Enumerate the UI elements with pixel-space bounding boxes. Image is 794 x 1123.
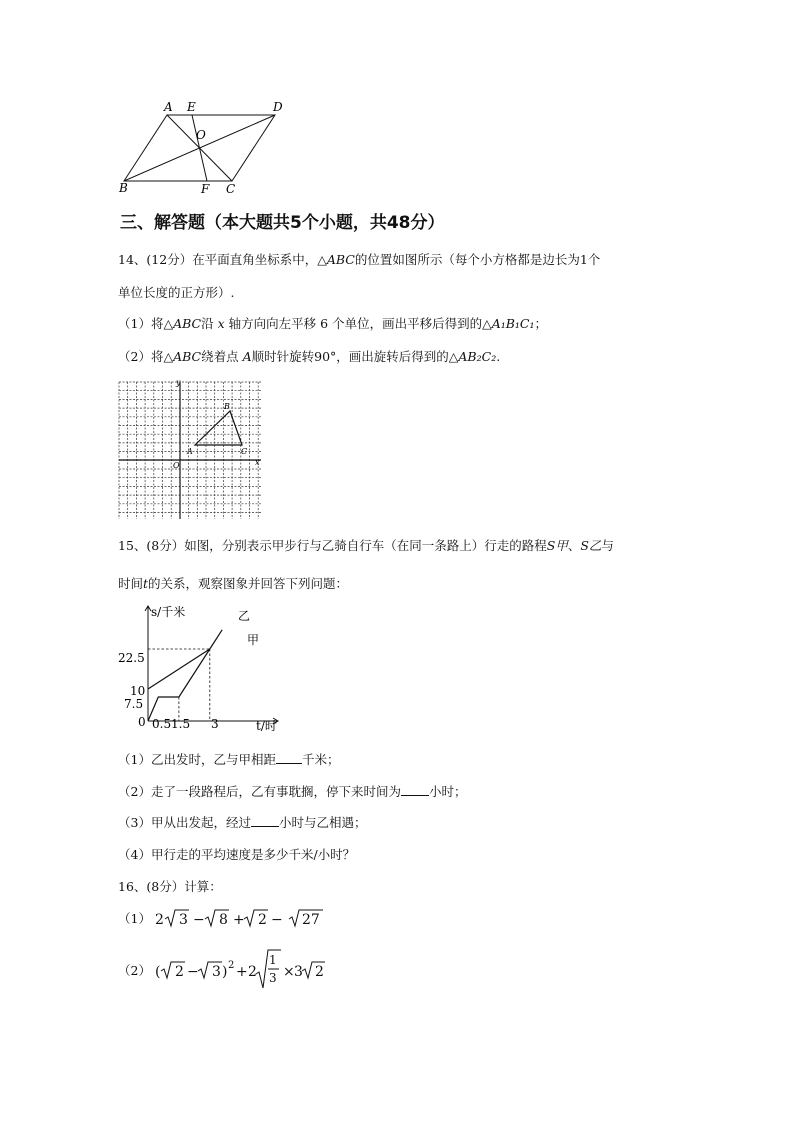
q15-sub2-b: 小时； bbox=[428, 784, 467, 799]
q14-p2-res: △AB₂C₂ bbox=[448, 349, 497, 364]
grid-y-label: y bbox=[176, 378, 181, 387]
svg-text:2: 2 bbox=[257, 912, 267, 928]
q14-stem-line1 bbox=[118, 250, 600, 268]
svg-text:3: 3 bbox=[211, 964, 221, 980]
svg-text:+: + bbox=[232, 912, 245, 928]
q14-p1-tri: △ABC bbox=[163, 316, 202, 331]
q14-p2-b: 绕着点 bbox=[201, 349, 239, 364]
q14-p2-tri: △ABC bbox=[163, 349, 202, 364]
q15-stem2-b: 的关系，观察图象并回答下列问题： bbox=[148, 576, 349, 591]
grid-C-label: C bbox=[241, 447, 248, 456]
chart-xtick-0.5: 0.5 bbox=[152, 717, 172, 731]
q14-p1-6: 6 bbox=[320, 316, 329, 331]
q16-part1 bbox=[118, 906, 327, 932]
svg-text:−: − bbox=[186, 964, 199, 980]
svg-text:×: × bbox=[282, 964, 295, 980]
answer-blank-3[interactable] bbox=[251, 816, 279, 827]
svg-text:3: 3 bbox=[293, 964, 303, 980]
q15-sub1-a: （1）乙出发时，乙与甲相距 bbox=[118, 752, 276, 767]
svg-text:): ) bbox=[221, 964, 228, 980]
q14-part2 bbox=[118, 347, 500, 365]
label-A: A bbox=[164, 100, 173, 114]
chart-line-label-yi: 乙 bbox=[238, 609, 251, 623]
q15-s-jia: S甲 bbox=[546, 538, 568, 553]
svg-text:2: 2 bbox=[247, 964, 257, 980]
q15-stem2-t: t bbox=[143, 576, 149, 591]
chart-xtick-1.5: 1.5 bbox=[171, 717, 191, 731]
series-line-jia bbox=[148, 649, 210, 689]
q15-sub2 bbox=[118, 782, 466, 800]
q14-p1-d: 个单位，画出平移后得到的 bbox=[332, 316, 483, 331]
svg-text:−: − bbox=[270, 912, 283, 928]
q14-stem-line2: 单位长度的正方形）. bbox=[118, 285, 235, 300]
q15-sub3-a: （3）甲从出发起，经过 bbox=[118, 815, 251, 830]
svg-text:8: 8 bbox=[218, 912, 228, 928]
q14-tri: △ABC bbox=[317, 252, 355, 267]
label-O: O bbox=[196, 128, 206, 142]
q14-part1 bbox=[118, 314, 547, 332]
grid-A-label: A bbox=[187, 447, 193, 456]
q15-sep: 、 bbox=[567, 538, 581, 553]
chart-y-label: s/千米 bbox=[151, 605, 186, 619]
expression-1-tail bbox=[287, 906, 327, 930]
q14-p2-deg: 90° bbox=[314, 349, 337, 364]
label-D: D bbox=[273, 100, 283, 114]
svg-text:2: 2 bbox=[314, 964, 324, 980]
q15-sub3-b: 小时与乙相遇； bbox=[278, 815, 367, 830]
chart-x-label: t/时 bbox=[256, 719, 277, 733]
q14-p2-end: . bbox=[496, 349, 501, 364]
label-C: C bbox=[226, 182, 236, 196]
q15-stem-line1 bbox=[118, 536, 614, 554]
grid-B-label: B bbox=[224, 402, 230, 411]
q15-sub1 bbox=[118, 750, 339, 768]
q16-part2 bbox=[118, 948, 325, 992]
q14-p1-a: （1）将 bbox=[118, 316, 164, 331]
q15-s-yi: S乙 bbox=[580, 538, 602, 553]
series-line-yi bbox=[148, 630, 222, 721]
chart-line-label-jia: 甲 bbox=[247, 633, 260, 647]
q16-stem: 16、(8分）计算： bbox=[118, 879, 222, 894]
q14-p2-a: （2）将 bbox=[118, 349, 164, 364]
q14-p1-b: 沿 bbox=[201, 316, 214, 331]
svg-text:2: 2 bbox=[154, 912, 164, 928]
svg-text:2: 2 bbox=[227, 960, 235, 971]
distance-time-chart bbox=[118, 598, 298, 738]
q14-p2-d: ，画出旋转后得到的 bbox=[336, 349, 449, 364]
parallelogram-figure bbox=[110, 95, 300, 200]
svg-text:3: 3 bbox=[268, 971, 277, 985]
q14-p1-end: ； bbox=[534, 316, 548, 331]
label-F: F bbox=[201, 182, 210, 196]
svg-text:27: 27 bbox=[301, 912, 320, 928]
q15-stem1-end: 与 bbox=[601, 538, 614, 553]
label-B: B bbox=[119, 181, 128, 195]
q15-sub3 bbox=[118, 813, 366, 831]
svg-text:1: 1 bbox=[268, 953, 277, 967]
svg-text:2: 2 bbox=[174, 964, 184, 980]
chart-xtick-0: 0 bbox=[138, 715, 146, 729]
q14-p2-A: A bbox=[242, 349, 252, 364]
label-E: E bbox=[187, 100, 196, 114]
chart-ytick-7.5: 7.5 bbox=[124, 697, 144, 711]
q14-p2-c: 顺时针旋转 bbox=[251, 349, 315, 364]
svg-text:(: ( bbox=[154, 964, 161, 980]
q16-p1-label: （1） bbox=[118, 911, 151, 926]
chart-ytick-22.5: 22.5 bbox=[118, 651, 145, 665]
svg-text:3: 3 bbox=[178, 912, 188, 928]
q15-sub1-b: 千米； bbox=[301, 752, 340, 767]
chart-ytick-10: 10 bbox=[130, 684, 146, 698]
coordinate-grid-figure bbox=[115, 378, 265, 523]
q14-stem-a: 14、(12分）在平面直角坐标系中， bbox=[118, 252, 318, 267]
q16-p2-label: （2） bbox=[118, 963, 151, 978]
q15-stem2-a: 时间 bbox=[118, 576, 144, 591]
q15-stem1: 15、(8分）如图，分别表示甲步行与乙骑自行车（在同一条路上）行走的路程 bbox=[118, 538, 547, 553]
expression-1 bbox=[155, 906, 305, 930]
q14-stem-b: 的位置如图所示（每个小方格都是边长为1个 bbox=[354, 252, 601, 267]
grid-x-label: x bbox=[255, 458, 260, 467]
q14-p1-x: x bbox=[217, 316, 225, 331]
answer-blank-2[interactable] bbox=[401, 785, 429, 796]
expression-2 bbox=[155, 948, 325, 992]
chart-xtick-3: 3 bbox=[211, 717, 219, 731]
svg-text:+: + bbox=[235, 964, 248, 980]
answer-blank-1[interactable] bbox=[276, 753, 302, 764]
q14-p1-res: △A₁B₁C₁ bbox=[482, 316, 535, 331]
q15-sub4: （4）甲行走的平均速度是多少千米/小时？ bbox=[118, 847, 356, 862]
q15-stem-line2 bbox=[118, 574, 348, 592]
q14-p1-c: 轴方向向左平移 bbox=[228, 316, 317, 331]
grid-O-label: O bbox=[173, 461, 180, 470]
svg-text:−: − bbox=[192, 912, 205, 928]
q15-sub2-a: （2）走了一段路程后，乙有事耽搁，停下来时间为 bbox=[118, 784, 401, 799]
section-title: 三、解答题（本大题共5个小题，共48分） bbox=[120, 213, 445, 233]
